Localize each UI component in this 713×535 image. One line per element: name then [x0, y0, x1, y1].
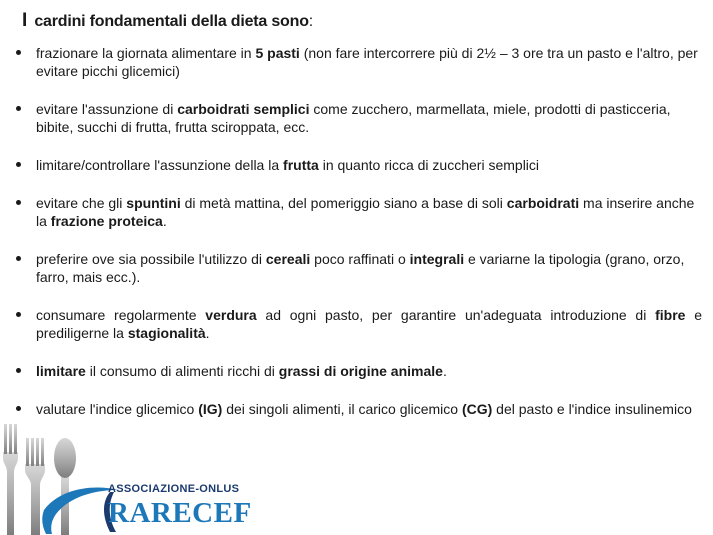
bullet-bold-text: (IG) [198, 401, 223, 417]
bullet-bold-text: limitare [36, 363, 86, 379]
bullet-text: e variarne la tipologia (grano, orzo, farro, mais ecc.). [36, 251, 685, 285]
bullet-text: di metà mattina, del pomeriggio siano a base di soli [180, 195, 507, 211]
logo-association-text: ASSOCIAZIONE-ONLUS [108, 483, 240, 495]
bullet-item [12, 44, 702, 80]
bullet-text: (non fare intercorrere più di 2½ – 3 ore tra un pasto e l'altro, per evitare picchi glicemici) [36, 45, 698, 79]
bullet-bold-text: frazione proteica [50, 213, 163, 229]
bullet-item [12, 194, 702, 230]
bullet-dot-icon [16, 368, 21, 373]
bullet-item [12, 400, 702, 418]
bullet-text: evitare che gli [36, 195, 127, 211]
bullet-text: del pasto e l'indice insulinemico [492, 401, 692, 417]
slide-title-colon: : [308, 13, 314, 30]
bullet-text: il consumo di alimenti ricchi di [85, 363, 279, 379]
bullet-text: ad ogni pasto, per garantire un'adeguata introduzione di [256, 307, 656, 323]
bullet-text: . [162, 213, 167, 229]
logo-name-text: RARECEF [108, 497, 252, 529]
bullet-text: valutare l'indice glicemico [36, 401, 199, 417]
bullet-item [12, 362, 702, 380]
bullet-dot-icon [16, 312, 21, 317]
bullet-bold-text: 5 pasti [255, 45, 300, 61]
slide-title [22, 10, 313, 32]
bullet-text: frazionare la giornata alimentare in [36, 45, 256, 61]
bullet-bold-text: stagionalità [127, 325, 206, 341]
bullet-text: limitare/controllare l'assunzione della la [36, 157, 284, 173]
bullet-dot-icon [16, 162, 21, 167]
bullet-bold-text: carboidrati semplici [177, 101, 310, 117]
bullet-text: consumare regolarmente [36, 307, 206, 323]
bullet-bold-text: cereali [265, 251, 311, 267]
bullet-dot-icon [16, 106, 21, 111]
bullet-dot-icon [16, 406, 21, 411]
bullet-text: . [442, 363, 447, 379]
bullet-item [12, 306, 702, 342]
bullet-dot-icon [16, 200, 21, 205]
bullet-item [12, 100, 702, 136]
bullet-text: preferire ove sia possibile l'utilizzo di [36, 251, 266, 267]
bullet-bold-text: spuntini [126, 195, 181, 211]
bullet-text: dei singoli alimenti, il carico glicemico [222, 401, 462, 417]
bullet-text: e prediligerne la [36, 307, 702, 341]
bullet-item [12, 156, 702, 174]
bullet-item [12, 250, 702, 286]
bullet-bold-text: integrali [409, 251, 465, 267]
bullet-text: ma inserire anche la [36, 195, 695, 229]
bullet-bold-text: frutta [283, 157, 319, 173]
rarecef-logo [40, 480, 270, 535]
bullet-bold-text: fibre [655, 307, 686, 323]
bullet-dot-icon [16, 50, 21, 55]
bullet-list [12, 44, 702, 438]
bullet-text: poco raffinati o [310, 251, 410, 267]
bullet-bold-text: carboidrati [506, 195, 580, 211]
slide-title-text: cardini fondamentali della dieta sono [34, 13, 309, 30]
bullet-bold-text: grassi di origine animale [278, 363, 443, 379]
bullet-text: evitare l'assunzione di [36, 101, 178, 117]
bullet-text: in quanto ricca di zuccheri semplici [318, 157, 540, 173]
bullet-bold-text: verdura [205, 307, 257, 323]
bullet-text: come zucchero, marmellata, miele, prodotti di pasticceria, bibite, succhi di frutta, frutta sciroppata, ecc. [36, 101, 671, 135]
bullet-bold-text: (CG) [461, 401, 493, 417]
bullet-text: . [205, 325, 210, 341]
slide-title-lead: I [22, 10, 28, 31]
bullet-dot-icon [16, 256, 21, 261]
